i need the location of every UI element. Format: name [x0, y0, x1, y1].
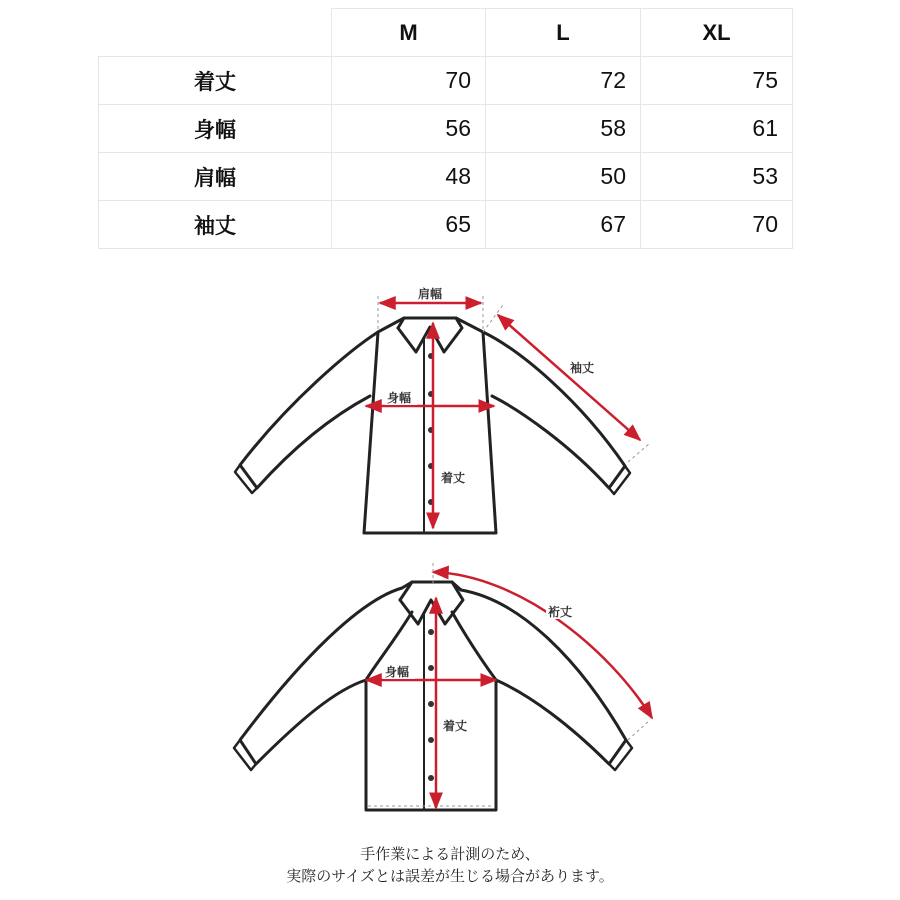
- cell-value: 61: [641, 105, 793, 153]
- cell-value: 56: [332, 105, 486, 153]
- cell-value: 48: [332, 153, 486, 201]
- row-label: 身幅: [99, 105, 332, 153]
- label-width-2: 身幅: [385, 665, 410, 679]
- row-label: 袖丈: [99, 201, 332, 249]
- cell-value: 65: [332, 201, 486, 249]
- cell-value: 50: [486, 153, 641, 201]
- cell-value: 75: [641, 57, 793, 105]
- note-line-1: 手作業による計測のため、: [360, 845, 540, 863]
- label-sleeve: 袖丈: [570, 361, 595, 375]
- cell-value: 72: [486, 57, 641, 105]
- measure-labels-2: [383, 604, 578, 733]
- measurement-note: [0, 843, 900, 887]
- header-size-xl: XL: [641, 9, 793, 57]
- row-label: 肩幅: [99, 153, 332, 201]
- cell-value: 58: [486, 105, 641, 153]
- label-width: 身幅: [387, 391, 412, 405]
- header-size-l: L: [486, 9, 641, 57]
- cell-value: 70: [332, 57, 486, 105]
- label-length-2: 着丈: [443, 719, 468, 733]
- cell-value: 53: [641, 153, 793, 201]
- label-length: 着丈: [441, 471, 466, 485]
- measure-lines-1: [366, 303, 640, 528]
- guide-lines-1: [378, 296, 650, 462]
- measure-labels-1: [385, 286, 600, 485]
- row-label: 着丈: [99, 57, 332, 105]
- note-line-2: 実際のサイズとは誤差が生じる場合があります。: [286, 867, 614, 885]
- cell-value: 67: [486, 201, 641, 249]
- header-size-m: M: [332, 9, 486, 57]
- label-yuki: 裄丈: [548, 605, 573, 619]
- cell-value: 70: [641, 201, 793, 249]
- buttons-raglan: [428, 629, 434, 781]
- label-shoulder: 肩幅: [418, 287, 443, 301]
